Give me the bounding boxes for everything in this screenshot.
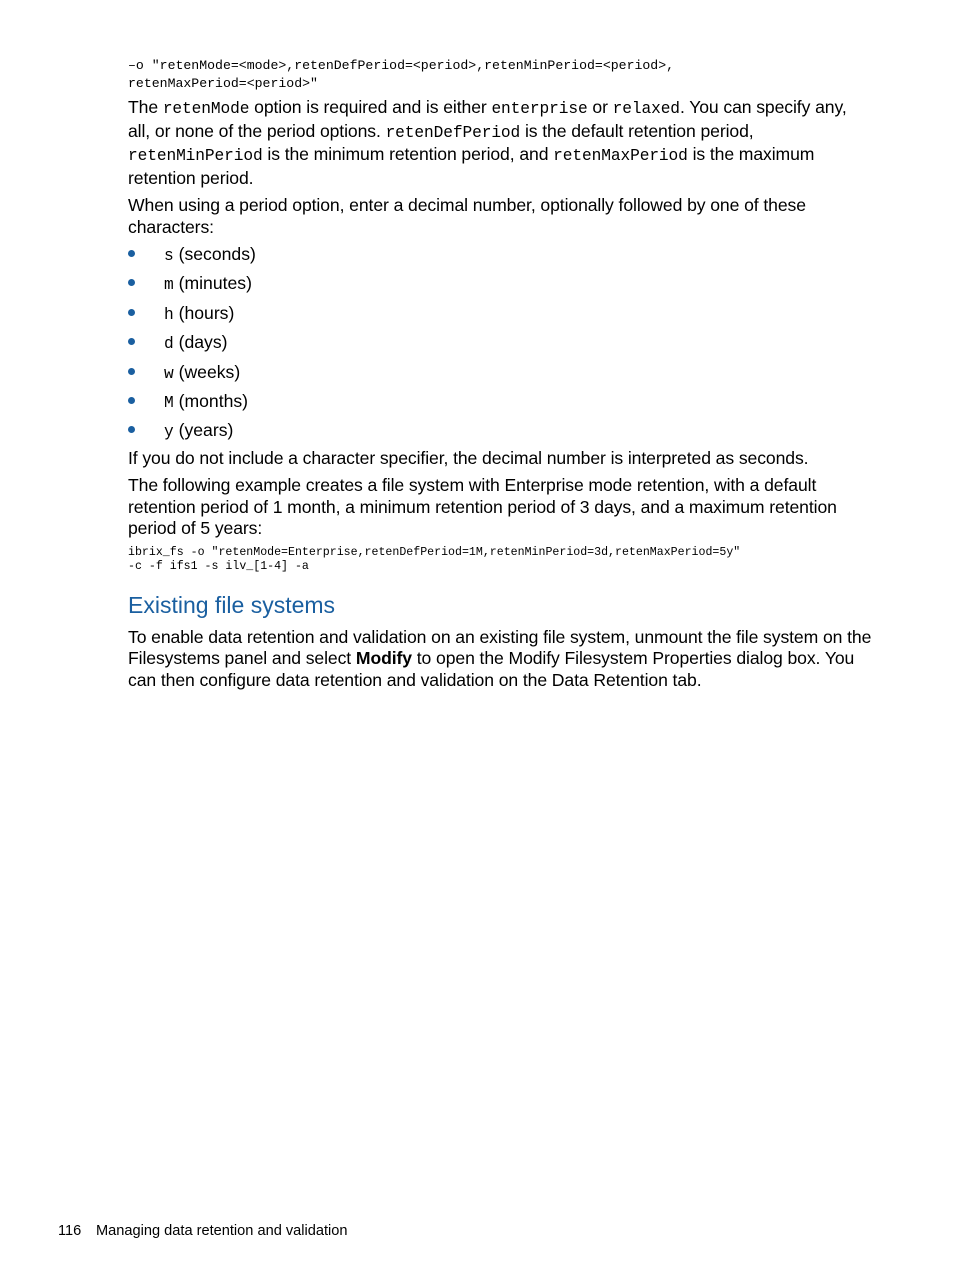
bullet-icon	[128, 338, 135, 345]
text-run: is the minimum retention period, and	[262, 144, 554, 164]
code-block-retention-options	[128, 57, 873, 93]
bullet-icon	[128, 250, 135, 257]
text-run: . You can specify any, all, or none of the period options.	[128, 97, 847, 141]
text-run: The	[128, 97, 163, 117]
paragraph-no-specifier: If you do not include a character specifier, the decimal number is interpreted as seconds.	[128, 447, 809, 468]
bullet-icon	[128, 426, 135, 433]
code-line: –o "retenMode=<mode>,retenDefPeriod=<period>,retenMinPeriod=<period>,	[128, 58, 675, 73]
inline-code: d	[164, 335, 174, 354]
list-item	[128, 391, 873, 420]
text-run: is the maximum retention period.	[128, 144, 815, 188]
chapter-title: Managing data retention and validation	[96, 1223, 348, 1239]
page-footer	[58, 1222, 348, 1240]
paragraph-example-intro: The following example creates a file system with Enterprise mode retention, with a default retention period of 1 month, a minimum retention period of 3 days, and a maximum retention period of 5 years:	[128, 475, 837, 539]
paragraph-retenmode	[128, 97, 873, 189]
code-line: -c -f ifs1 -s ilv_[1-4] -a	[128, 559, 309, 573]
paragraph-period-option: When using a period option, enter a decimal number, optionally followed by one of these characters:	[128, 195, 806, 237]
page-number: 116	[58, 1223, 82, 1239]
list-item	[128, 332, 873, 361]
list-item	[128, 273, 873, 302]
bullet-icon	[128, 279, 135, 286]
inline-code: retenMinPeriod	[128, 147, 263, 165]
period-character-list	[128, 244, 873, 450]
inline-code: relaxed	[612, 100, 680, 118]
inline-code: M	[164, 393, 174, 412]
list-item	[128, 362, 873, 391]
text-run: or	[587, 97, 613, 117]
code-line: retenMaxPeriod=<period>"	[128, 76, 318, 91]
ui-term-bold: Modify	[355, 648, 412, 669]
text-run: option is required and is either	[249, 97, 492, 117]
section-heading: Existing file systems	[128, 591, 336, 618]
list-item	[128, 244, 873, 273]
text-run: is the default retention period,	[520, 120, 754, 141]
bullet-icon	[128, 368, 135, 375]
list-item	[128, 303, 873, 332]
list-item-text: (weeks)	[173, 361, 241, 382]
list-item-text: (days)	[173, 332, 228, 353]
bullet-icon	[128, 397, 135, 404]
list-item-text: (seconds)	[173, 244, 256, 264]
code-block-example	[128, 546, 873, 574]
list-item-text: (hours)	[173, 302, 235, 323]
code-line: ibrix_fs -o "retenMode=Enterprise,retenDefPeriod=1M,retenMinPeriod=3d,retenMaxPeriod=5y"	[128, 545, 741, 559]
bullet-icon	[128, 309, 135, 316]
inline-code: retenMode	[162, 100, 250, 118]
paragraph-existing-fs	[128, 627, 873, 692]
inline-code: retenDefPeriod	[385, 123, 521, 142]
inline-code: retenMaxPeriod	[553, 147, 688, 165]
inline-code: h	[164, 305, 174, 324]
inline-code: enterprise	[491, 100, 588, 118]
list-item-text: (minutes)	[173, 273, 252, 294]
inline-code: w	[164, 364, 174, 383]
inline-code: s	[164, 247, 174, 265]
inline-code: m	[164, 276, 174, 295]
list-item-text: (years)	[173, 420, 234, 441]
list-item-text: (months)	[173, 390, 249, 411]
inline-code: y	[164, 423, 174, 442]
page-content	[128, 57, 873, 691]
text-run: to open the Modify Filesystem Properties dialog box. You can then configure data retention and validation on the Data Retention tab.	[128, 648, 855, 690]
list-item	[128, 420, 873, 449]
text-run: To enable data retention and validation on an existing file system, unmount the file system on the Filesystems panel and select	[128, 626, 872, 669]
